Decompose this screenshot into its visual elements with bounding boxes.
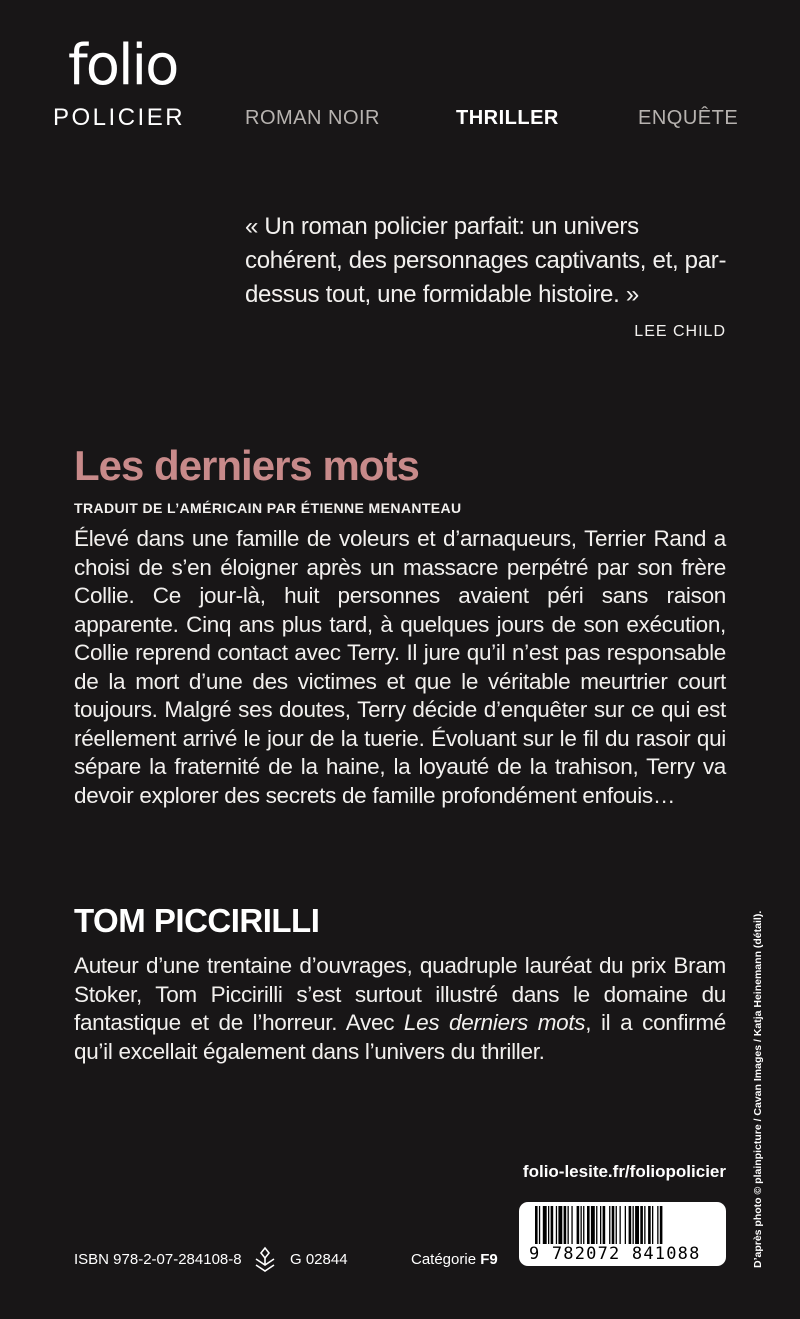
synopsis: Élevé dans une famille de voleurs et d’arnaqueurs, Terrier Rand a choisi de s’en éloigner après un massacre perpétré par son frère Collie. Ce jour-là, huit personnes avaient péri sans raison apparente. Cinq ans plus tard, à quelques jours de son exécution, Collie reprend contact avec Terry. Il jure qu’il n’est pas responsable de la mort d’une des victimes et que le véritable meurtrier court toujours. Malgré ses doutes, Terry décide d’enquêter sur ce qui est réellement arrivé le jour de la tuerie. Évoluant sur le fil du rasoir qui sépare la fraternité de la haine, la loyauté de la trahison, Terry va devoir explorer des secrets de famille profondément enfouis…	[74, 526, 726, 808]
barcode-bar	[640, 1206, 643, 1244]
barcode-bar	[609, 1206, 610, 1244]
barcode-bar	[568, 1206, 569, 1244]
genre-roman-noir: ROMAN NOIR	[245, 107, 380, 129]
collection-name: POLICIER	[53, 104, 186, 131]
barcode-bar	[558, 1206, 562, 1244]
barcode-bar	[577, 1206, 580, 1244]
barcode-bar	[581, 1206, 582, 1244]
categorie-label: Catégorie	[411, 1251, 481, 1268]
website-link[interactable]: folio-lesite.fr/foliopolicier	[522, 1162, 726, 1181]
barcode-bar	[652, 1206, 653, 1244]
author-bio	[74, 952, 726, 1066]
barcode	[519, 1202, 726, 1266]
barcode-bar	[583, 1206, 584, 1244]
barcode-bar	[660, 1206, 663, 1244]
blurb-quote: « Un roman policier parfait: un univers cohérent, des personnages captivants, et, par-dessus tout, une formidable histoire. »	[245, 213, 727, 308]
barcode-bar	[539, 1206, 540, 1244]
barcode-bar	[603, 1206, 606, 1244]
barcode-bar	[648, 1206, 651, 1244]
folio-logo: folio	[68, 33, 178, 98]
genre-enquete: ENQUÊTE	[638, 107, 739, 129]
photo-credit: D’après photo © plainpicture / Cavan Images / Katja Heinemann (détail).	[752, 910, 764, 1268]
barcode-bar	[564, 1206, 567, 1244]
book-title: Les derniers mots	[74, 442, 419, 489]
isbn: ISBN 978-2-07-284108-8	[74, 1251, 242, 1268]
barcode-bar	[551, 1206, 554, 1244]
barcode-bar	[629, 1206, 632, 1244]
barcode-digits: 9 782072 841088	[529, 1244, 701, 1264]
barcode-bar	[644, 1206, 645, 1244]
barcode-bar	[596, 1206, 597, 1244]
barcode-bar	[620, 1206, 621, 1244]
barcode-bar	[571, 1206, 572, 1244]
barcode-bar	[633, 1206, 634, 1244]
translator-credit: TRADUIT DE L’AMÉRICAIN PAR ÉTIENNE MENANTEAU	[74, 500, 462, 516]
author-name: TOM PICCIRILLI	[74, 902, 320, 939]
barcode-bar	[587, 1206, 590, 1244]
publisher-seal-icon	[252, 1245, 278, 1275]
categorie-value: F9	[480, 1251, 498, 1268]
barcode-bar	[556, 1206, 557, 1244]
barcode-bar	[600, 1206, 601, 1244]
genre-thriller: THRILLER	[456, 107, 559, 129]
bio-book-title: Les derniers mots	[403, 1010, 586, 1035]
bio-text-2: , il a confirmé qu’il excellait également dans l’univers du thriller.	[74, 1010, 726, 1064]
categorie	[411, 1251, 498, 1268]
g-code: G 02844	[290, 1251, 348, 1268]
barcode-bars	[531, 1206, 714, 1244]
barcode-bar	[543, 1206, 547, 1244]
barcode-bar	[625, 1206, 626, 1244]
barcode-bar	[535, 1206, 538, 1244]
barcode-bar	[548, 1206, 549, 1244]
barcode-bar	[591, 1206, 595, 1244]
barcode-bar	[616, 1206, 617, 1244]
barcode-bar	[612, 1206, 615, 1244]
barcode-bar	[657, 1206, 658, 1244]
bio-text-1: Auteur d’une trentaine d’ouvrages, quadruple lauréat du prix Bram Stoker, Tom Piccirilli s’est surtout illustré dans le domaine du fantastique et de l’horreur. Avec	[74, 953, 726, 1035]
barcode-bar	[635, 1206, 639, 1244]
quote-author: LEE CHILD	[634, 323, 726, 340]
